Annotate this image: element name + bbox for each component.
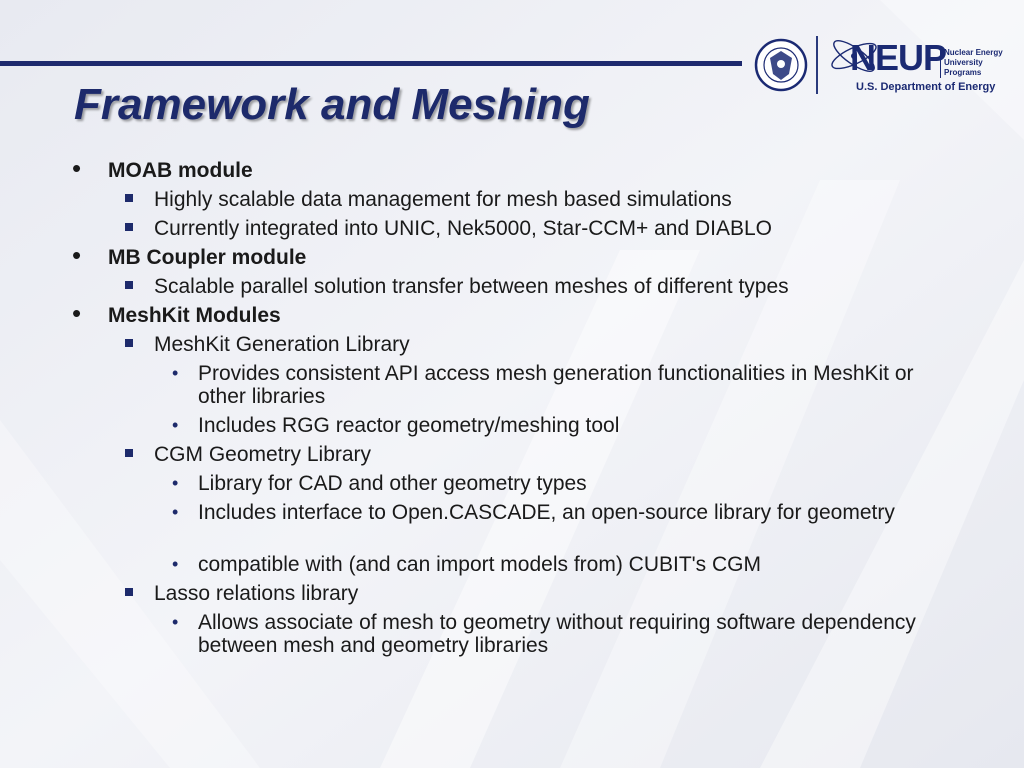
bullet-text: MeshKit Modules <box>108 304 281 327</box>
bullet-text: Highly scalable data management for mesh based simulations <box>154 188 732 211</box>
bullet-square-icon <box>125 194 133 202</box>
neup-subtitle <box>940 48 1014 78</box>
bullet-square-icon <box>125 449 133 457</box>
bullet-text: compatible with (and can import models from) CUBIT's CGM <box>198 553 762 576</box>
neup-logo <box>750 28 1010 100</box>
bullet-text: Currently integrated into UNIC, Nek5000, Star-CCM+ and DIABLO <box>154 217 773 240</box>
bullet-text: Includes RGG reactor geometry/meshing tool <box>198 414 620 437</box>
bullet-text: MOAB module <box>108 159 253 182</box>
bullet-square-icon <box>125 588 133 596</box>
bullet-square-icon <box>125 281 133 289</box>
bullet-small-dot-icon: • <box>172 554 179 574</box>
bullet-text: Lasso relations library <box>154 582 359 605</box>
bullet-text: Provides consistent API access mesh generation functionalities in MeshKit or other libraries <box>198 362 914 408</box>
doe-seal-icon <box>754 38 808 92</box>
bullet-small-dot-icon: • <box>172 363 179 383</box>
bullet-text: Library for CAD and other geometry types <box>198 472 587 495</box>
neup-subtitle-line2: University Programs <box>944 58 983 77</box>
bullet-small-dot-icon: • <box>172 612 179 632</box>
bullet-dot-icon: • <box>72 298 82 328</box>
bullet-text: Includes interface to Open.CASCADE, an open-source library for geometry <box>198 501 895 524</box>
title-rule <box>0 61 742 66</box>
logo-divider <box>816 36 818 94</box>
bullet-small-dot-icon: • <box>172 473 179 493</box>
bullet-text: CGM Geometry Library <box>154 443 372 466</box>
neup-subtitle-line1: Nuclear Energy <box>944 48 1003 57</box>
bullet-dot-icon: • <box>72 153 82 183</box>
slide-title: Framework and Meshing <box>74 80 590 129</box>
bullet-small-dot-icon: • <box>172 502 179 522</box>
bullet-square-icon <box>125 223 133 231</box>
bullet-text: Scalable parallel solution transfer between meshes of different types <box>154 275 789 298</box>
bullet-text: Allows associate of mesh to geometry without requiring software dependency between mesh and geometry libraries <box>198 611 916 657</box>
neup-wordmark: NEUP <box>850 37 947 78</box>
bullet-square-icon <box>125 339 133 347</box>
doe-name: U.S. Department of Energy <box>856 81 996 93</box>
bullet-text: MeshKit Generation Library <box>154 333 410 356</box>
bullet-dot-icon: • <box>72 240 82 270</box>
bullet-text: MB Coupler module <box>108 246 307 269</box>
bullet-small-dot-icon: • <box>172 415 179 435</box>
